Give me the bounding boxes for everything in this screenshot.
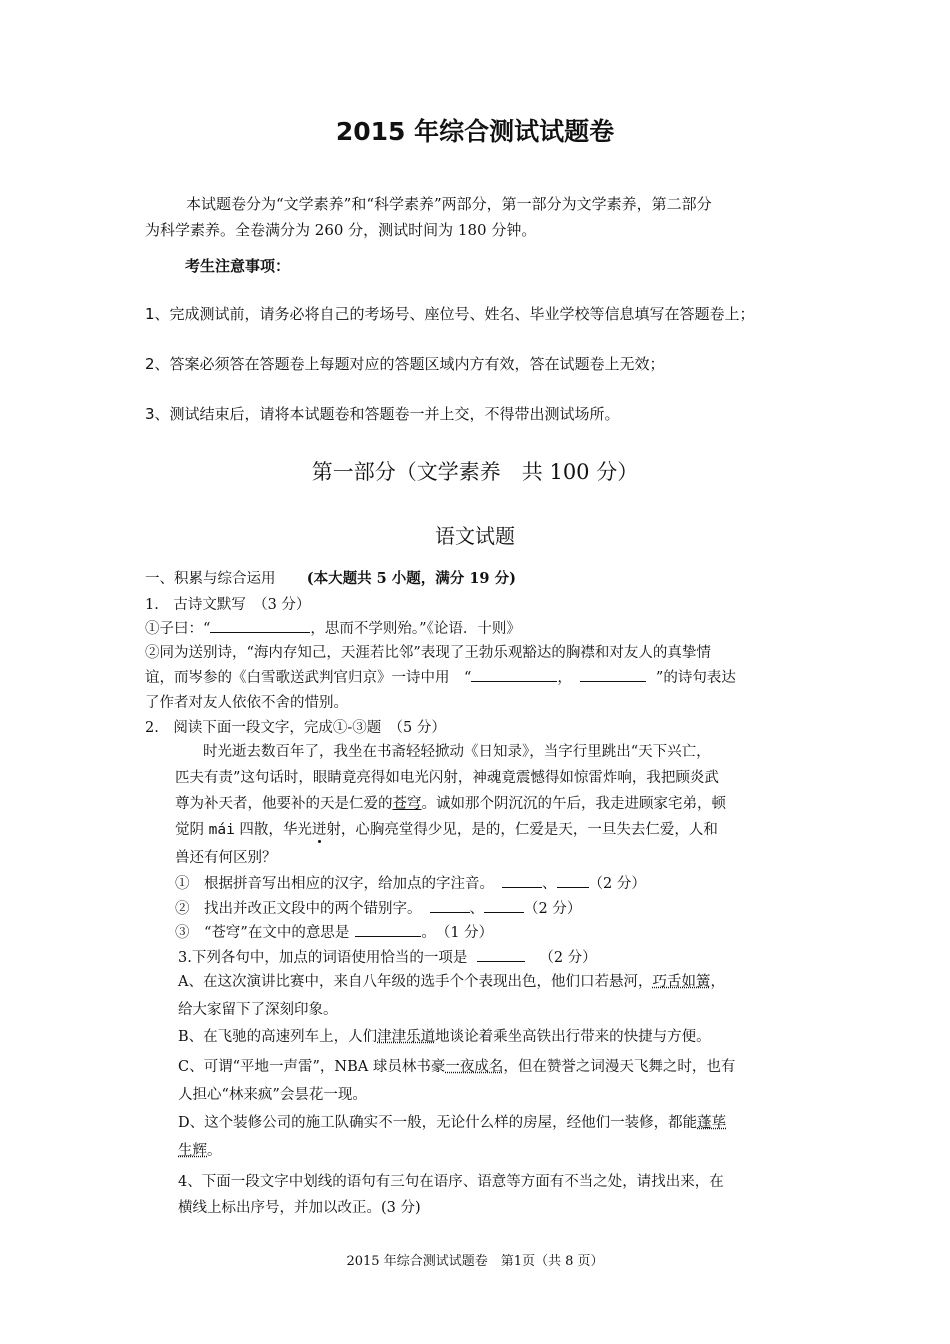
- section-heading-text: 一、积累与综合运用: [145, 571, 276, 587]
- dotted-phrase: 津津乐道: [377, 1029, 436, 1045]
- answer-blank[interactable]: [477, 947, 525, 962]
- answer-blank[interactable]: [502, 873, 542, 888]
- q2-passage-line-4-c: 射，心胸亮堂得少见，是的，仁爱是天，一旦失去仁爱，人和: [326, 822, 718, 838]
- part-title: 第一部分（文学素养 共 100 分）: [311, 460, 639, 484]
- intro-line-2: 为科学素养。全卷满分为 260 分，测试时间为 180 分钟。: [145, 221, 537, 239]
- q2-sub-3-text: ③ “苍穹”在文中的意思是: [175, 925, 350, 941]
- q3-option-a-post: ，: [710, 974, 725, 990]
- dotted-char: 迸: [311, 822, 327, 838]
- q1-b-line-1: ②同为送别诗，“海内存知己，天涯若比邻”表现了王勃乐观豁达的胸襟和对友人的真挚情: [145, 645, 711, 661]
- notice-rule-1: 1、完成测试前，请务必将自己的考场号、座位号、姓名、毕业学校等信息填写在答题卷上；: [145, 305, 755, 323]
- q2-passage-line-3-post: 。诚如那个阴沉沉的午后，我走进顾家宅弟，顿: [421, 796, 726, 812]
- dotted-phrase: 生辉: [178, 1143, 207, 1159]
- q2-passage-line-1: 时光逝去数百年了，我坐在书斋轻轻掀动《日知录》，当字行里跳出“天下兴亡，: [203, 744, 711, 760]
- q2-passage-line-3: [175, 792, 726, 813]
- answer-blank[interactable]: [355, 922, 421, 937]
- q3-option-c-pre: C、可谓“平地一声雷”，NBA 球员林书豪: [178, 1059, 446, 1075]
- q1-a-pre: ①子曰：“: [145, 621, 211, 637]
- answer-blank[interactable]: [557, 873, 589, 888]
- q4-line-1: 4、下面一段文字中划线的语句有三句在语序、语意等方面有不当之处，请找出来，在: [178, 1174, 724, 1190]
- answer-blank[interactable]: [430, 898, 470, 913]
- q2-sub-2-score: （2 分）: [524, 901, 582, 917]
- section-note-c: 小题，满分: [386, 570, 470, 587]
- notice-heading: 考生注意事项：: [185, 257, 291, 275]
- q3-title-score: （2 分）: [539, 950, 597, 966]
- q3-option-b-post: 地谈论着乘坐高铁出行带来的快捷与方便。: [435, 1029, 711, 1045]
- dotted-phrase: 蓬荜: [697, 1115, 727, 1131]
- q2-sub-2-text: ② 找出并改正文段中的两个错别字。: [175, 901, 422, 917]
- section-heading: [145, 567, 516, 588]
- q3-option-b: [178, 1025, 711, 1046]
- dotted-phrase: 巧舌如簧: [652, 974, 711, 990]
- q1-a: [145, 617, 521, 638]
- page-title: 2015 年综合测试试题卷: [335, 117, 615, 146]
- q1-a-post: ，思而不学则殆。”《论语．十则》: [310, 621, 521, 637]
- q2-sub-3-post: 。 （1 分）: [421, 925, 494, 941]
- q3-title-text: 3.下列各句中，加点的词语使用恰当的一项是: [178, 950, 468, 966]
- q2-sub-2-sep: 、: [469, 901, 484, 917]
- section-note-e: 分): [489, 570, 516, 587]
- q2-sub-1: [175, 872, 646, 893]
- page-footer: 2015 年综合测试试题卷 第1页（共 8 页）: [346, 1254, 604, 1269]
- section-note-a: (本大题共: [306, 570, 377, 587]
- q2-sub-2: [175, 897, 581, 918]
- q3-option-a-line-1: [178, 970, 725, 991]
- q3-option-a-line-2: 给大家留下了深刻印象。: [178, 1002, 338, 1018]
- answer-blank[interactable]: [210, 618, 310, 633]
- q1-title: 1. 古诗文默写 （3 分）: [145, 597, 311, 613]
- answer-blank[interactable]: [471, 667, 557, 682]
- q2-sub-1-score: （2 分）: [588, 876, 646, 892]
- underlined-word: 苍穹: [392, 796, 422, 812]
- q2-passage-line-5: 兽还有何区别？: [175, 850, 277, 866]
- q1-b-line-2: [145, 666, 736, 687]
- q2-sub-1-text: ① 根据拼音写出相应的汉字，给加点的字注音。: [175, 876, 494, 892]
- notice-rule-3: 3、测试结束后，请将本试题卷和答题卷一并上交，不得带出测试场所。: [145, 405, 620, 423]
- q3-option-d-line-1: [178, 1111, 726, 1132]
- q2-sub-3: [175, 921, 493, 942]
- q3-option-d-post: 。: [207, 1143, 222, 1159]
- q2-passage-line-4-b: 四散，华光: [234, 822, 312, 838]
- q2-title: 2. 阅读下面一段文字，完成①-③题 （5 分）: [145, 720, 446, 736]
- q2-sub-1-sep: 、: [542, 876, 557, 892]
- section-note-score: 19: [469, 570, 490, 587]
- answer-blank[interactable]: [484, 898, 524, 913]
- subject-title: 语文试题: [435, 524, 515, 548]
- q3-option-d-pre: D、这个装修公司的施工队确实不一般，无论什么样的房屋，经他们一装修，都能: [178, 1115, 698, 1131]
- q3-option-d-line-2: [178, 1139, 222, 1160]
- q3-option-a-pre: A、在这次演讲比赛中，来自八年级的选手个个表现出色，他们口若悬河，: [178, 974, 653, 990]
- section-note-count: 5: [376, 570, 387, 587]
- q2-passage-line-2: 匹夫有责”这句话时，眼睛竟亮得如电光闪射，神魂竟震憾得如惊雷炸响，我把顾炎武: [175, 770, 719, 786]
- intro-line-1: 本试题卷分为“文学素养”和“科学素养”两部分，第一部分为文学素养，第二部分: [186, 195, 712, 213]
- q2-passage-line-4: [175, 818, 718, 839]
- q1-b-line-2-post: ”的诗句表达: [655, 670, 736, 686]
- q3-option-c-post: ，但在赞誉之词漫天飞舞之时，也有: [503, 1059, 736, 1075]
- dotted-phrase: 一夜成名: [445, 1059, 504, 1075]
- notice-rule-2: 2、答案必须答在答题卷上每题对应的答题区域内方有效，答在试题卷上无效；: [145, 355, 665, 373]
- q3-option-c-line-2: 人担心“林来疯”会昙花一现。: [178, 1087, 367, 1103]
- q3-option-b-pre: B、在飞驰的高速列车上，人们: [178, 1029, 378, 1045]
- q2-passage-line-3-pre: 尊为补天者，他要补的天是仁爱的: [175, 796, 393, 812]
- q3-title: [178, 946, 597, 967]
- q1-b-line-2-pre: 谊，而岑参的《白雪歌送武判官归京》一诗中用 “: [145, 670, 472, 686]
- pinyin-text: mái: [208, 822, 235, 838]
- q2-passage-line-4-a: 觉阴: [175, 822, 209, 838]
- q1-b-line-3: 了作者对友人依依不舍的惜别。: [145, 695, 348, 711]
- q3-option-c-line-1: [178, 1055, 735, 1076]
- q1-b-line-2-mid: ，: [557, 670, 572, 686]
- answer-blank[interactable]: [580, 667, 646, 682]
- q4-line-2: 横线上标出序号，并加以改正。(3 分): [178, 1200, 421, 1216]
